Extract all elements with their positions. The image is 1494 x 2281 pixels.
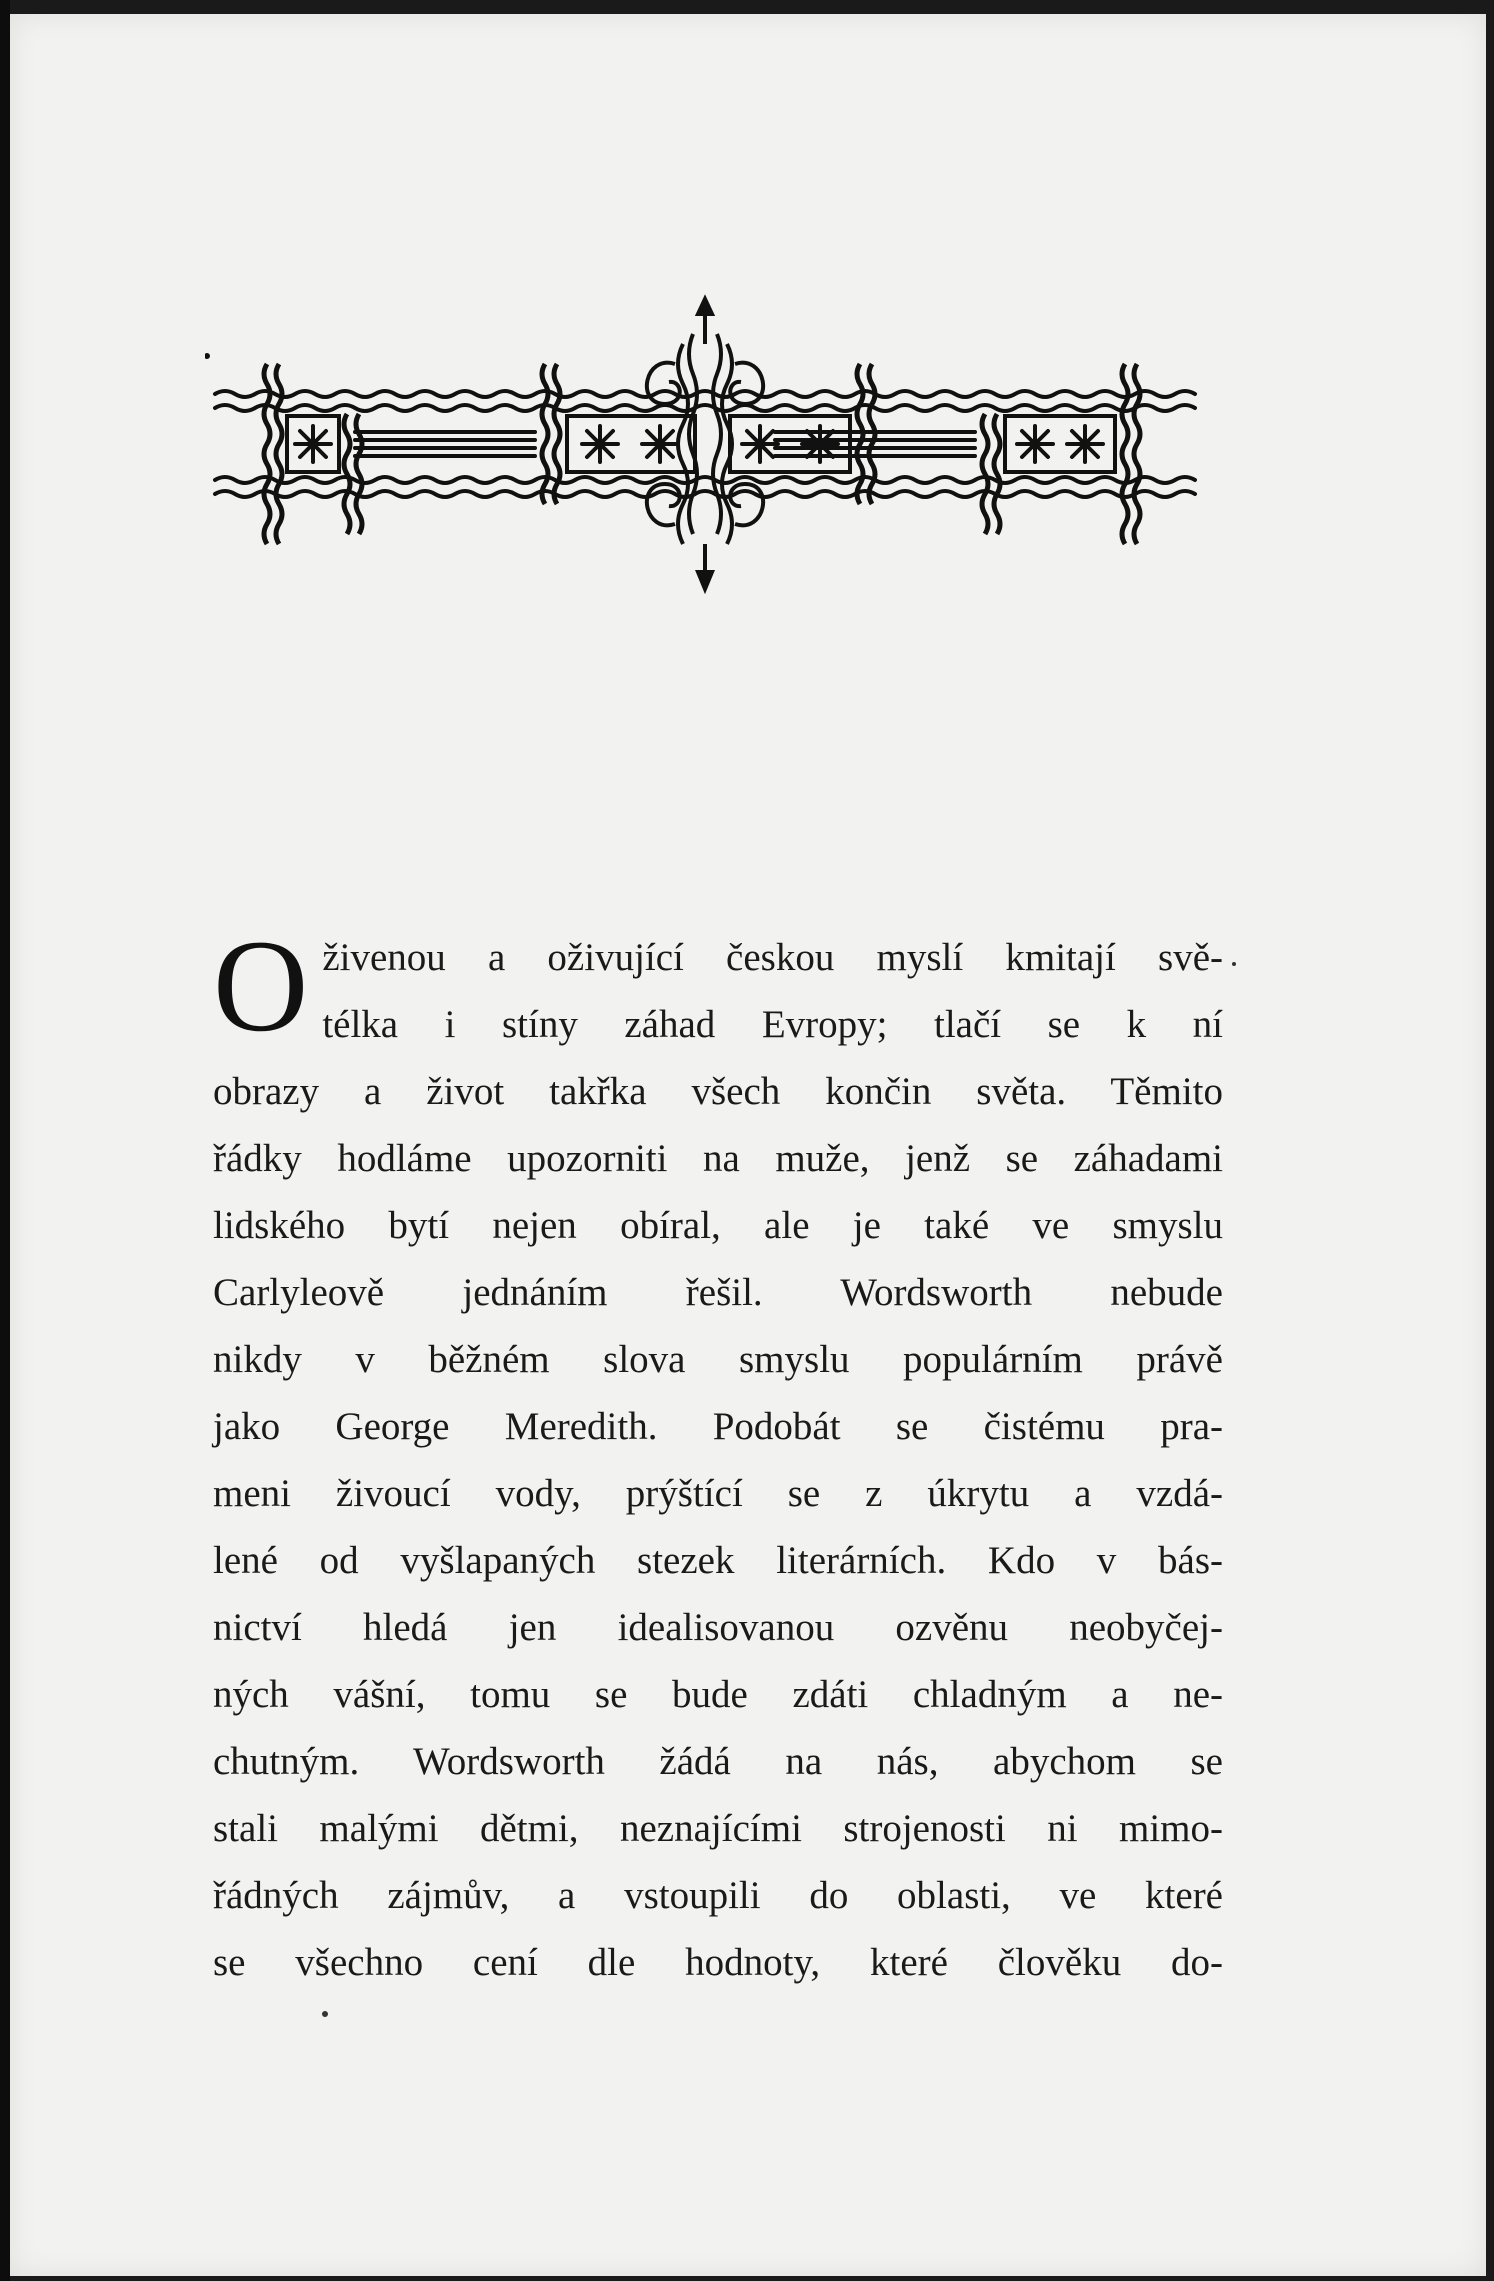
text-line: chutným. Wordsworth žádá na nás, abychom se (213, 1740, 1223, 1783)
text-line: nikdy v běžném slova smyslu populárním právě (213, 1338, 1223, 1381)
text-line: řádných zájmův, a vstoupili do oblasti, ve které (213, 1874, 1223, 1917)
text-line: se všechno cení dle hodnoty, které člověku do- (213, 1941, 1223, 1984)
text-line: meni živoucí vody, prýštící se z úkrytu a vzdá- (213, 1472, 1223, 1515)
body-paragraph (213, 912, 1223, 1996)
text-line: télka i stíny záhad Evropy; tlačí se k ní (322, 1003, 1223, 1046)
ink-speck (1232, 962, 1236, 966)
text-line: lené od vyšlapaných stezek literárních. Kdo v bás- (213, 1539, 1223, 1582)
text-line: jako George Meredith. Podobát se čistému pra- (213, 1405, 1223, 1448)
text-line: obrazy a život takřka všech končin světa. Těmito (213, 1070, 1223, 1113)
text-line: ných vášní, tomu se bude zdáti chladným a ne- (213, 1673, 1223, 1716)
book-binding-edge (0, 0, 10, 2281)
text-line: stali malými dětmi, neznajícími strojenosti ni mimo- (213, 1807, 1223, 1850)
drop-cap: O (213, 912, 309, 1059)
decorative-header-ornament (205, 294, 1205, 594)
text-line: živenou a oživující českou myslí kmitají svě- (322, 936, 1223, 979)
text-line: lidského bytí nejen obíral, ale je také ve smyslu (213, 1204, 1223, 1247)
text-line: Carlyleově jednáním řešil. Wordsworth nebude (213, 1271, 1223, 1314)
text-line: nictví hledá jen idealisovanou ozvěnu neobyčej- (213, 1606, 1223, 1649)
text-line: řádky hodláme upozorniti na muže, jenž se záhadami (213, 1137, 1223, 1180)
book-page (10, 14, 1486, 2276)
ink-speck (322, 2011, 328, 2017)
